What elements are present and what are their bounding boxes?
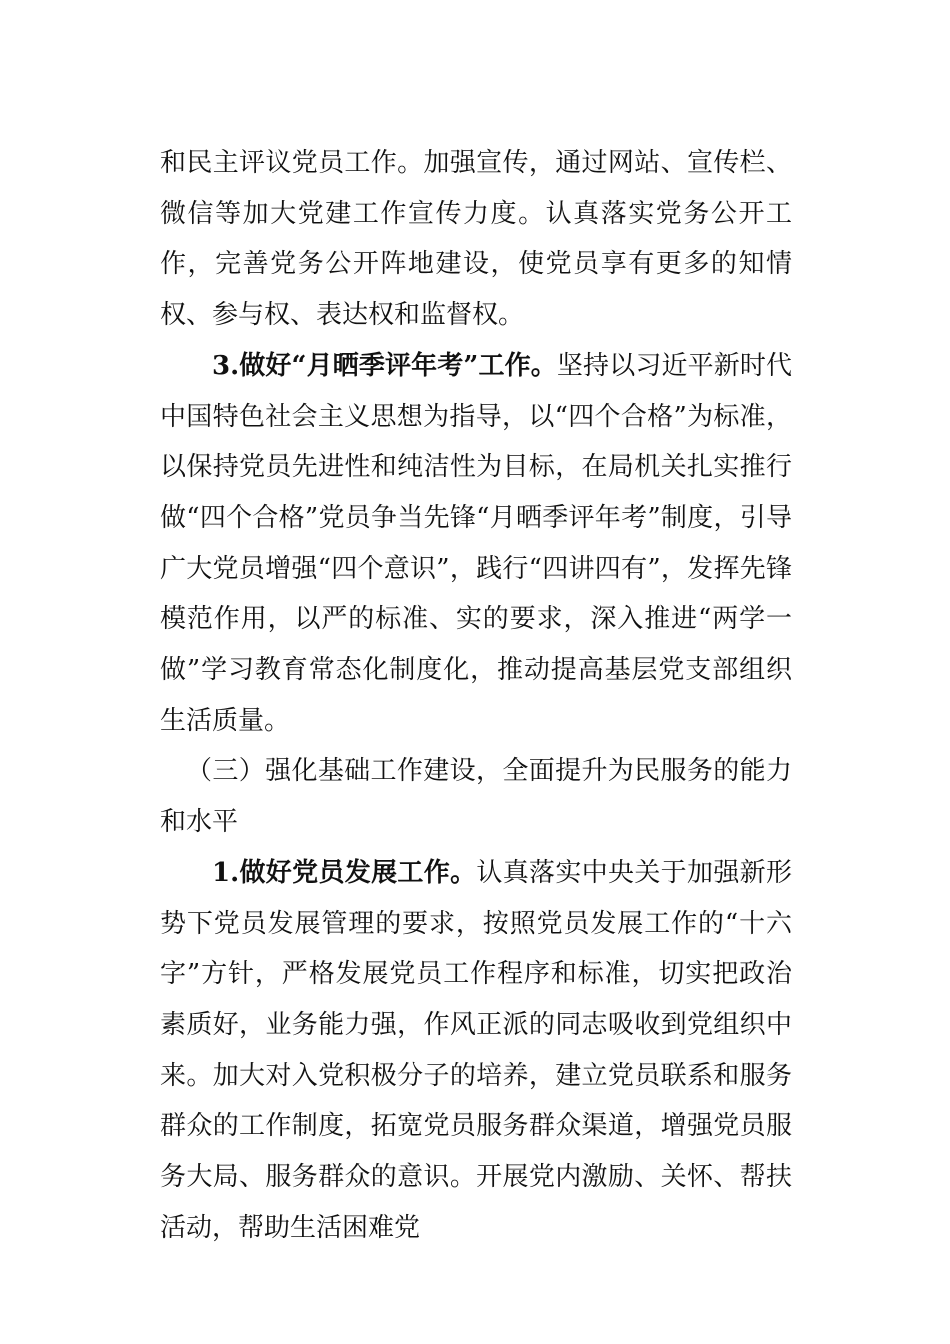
section-3-heading: （三）强化基础工作建设，全面提升为民服务的能力和水平	[160, 756, 792, 838]
item-3-body: 坚持以习近平新时代中国特色社会主义思想为指导，以“四个合格”为标准，以保持党员先进性和纯洁性为目标，在局机关扎实推行做“四个合格”党员争当先锋“月晒季评年考”制度，引导广大党员增强“四个意识”，践行“四讲四有”，发挥先锋模范作用，以严的标准、实的要求，深入推进“两学一做”学习教育常态化制度化，推动提高基层党支部组织生活质量。	[160, 350, 792, 736]
item-1-heading: 1.做好党员发展工作。	[212, 857, 477, 888]
item-3-heading: 3.做好“月晒季评年考”工作。	[212, 350, 557, 381]
paragraph-continuation: 和民主评议党员工作。加强宣传，通过网站、宣传栏、微信等加大党建工作宣传力度。认真落实党务公开工作，完善党务公开阵地建设，使党员享有更多的知情权、参与权、表达权和监督权。	[160, 148, 792, 331]
document-body	[160, 138, 792, 1253]
paragraph-item-1	[160, 848, 792, 1254]
paragraph-item-3	[160, 341, 792, 747]
item-1-body: 认真落实中央关于加强新形势下党员发展管理的要求，按照党员发展工作的“十六字”方针，严格发展党员工作程序和标准，切实把政治素质好，业务能力强，作风正派的同志吸收到党组织中来。加大对入党积极分子的培养，建立党员联系和服务群众的工作制度，拓宽党员服务群众渠道，增强党员服务大局、服务群众的意识。开展党内激励、关怀、帮扶活动，帮助生活困难党	[160, 857, 792, 1243]
